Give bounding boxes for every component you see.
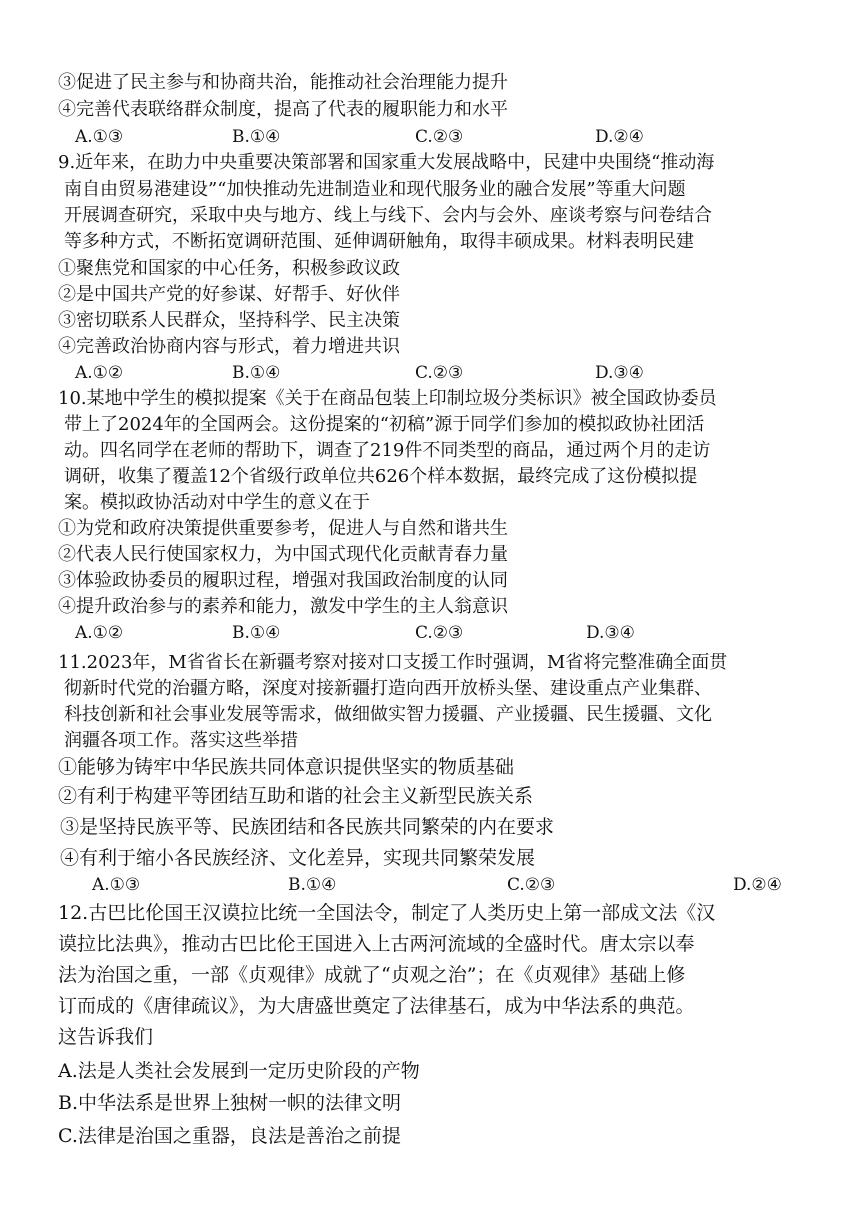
q8-options bbox=[75, 124, 775, 150]
q10-stem-line-1: 10.某地中学生的模拟提案《关于在商品包装上印制垃圾分类标识》被全国政协委员 bbox=[58, 388, 717, 409]
q11-item-1: ①能够为铸牢中华民族共同体意识提供坚实的物质基础 bbox=[58, 756, 515, 778]
q11-item-4: ④有利于缩小各民族经济、文化差异，实现共同繁荣发展 bbox=[60, 847, 536, 869]
q10-item-3: ③体验政协委员的履职过程，增强对我国政治制度的认同 bbox=[58, 570, 508, 591]
q9-option-b[interactable]: B.①④ bbox=[232, 363, 281, 383]
q12-stem-line-5: 这告诉我们 bbox=[58, 1026, 154, 1048]
q9-item-1: ①聚焦党和国家的中心任务，积极参政议政 bbox=[58, 258, 400, 279]
q11-stem-line-2: 彻新时代党的治疆方略，深度对接新疆打造向西开放桥头堡、建设重点产业集群、 bbox=[64, 678, 712, 699]
q10-stem-line-2: 带上了2024年的全国两会。这份提案的“初稿”源于同学们参加的模拟政协社团活 bbox=[64, 414, 705, 435]
q11-stem-line-3: 科技创新和社会事业发展等需求，做细做实智力援疆、产业援疆、民生援疆、文化 bbox=[64, 704, 712, 725]
q11-options bbox=[92, 872, 812, 898]
q9-option-c[interactable]: C.②③ bbox=[415, 363, 464, 383]
q12-stem-line-1: 12.古巴比伦国王汉谟拉比统一全国法令，制定了人类历史上第一部成文法《汉 bbox=[58, 902, 716, 924]
q11-option-d[interactable]: D.②④ bbox=[733, 875, 782, 895]
q12-stem-line-2: 谟拉比法典》，推动古巴比伦王国进入上古两河流域的全盛时代。唐太宗以奉 bbox=[58, 933, 695, 955]
q11-option-a[interactable]: A.①③ bbox=[92, 875, 141, 895]
q10-item-1: ①为党和政府决策提供重要参考，促进人与自然和谐共生 bbox=[58, 518, 508, 539]
q9-item-4: ④完善政治协商内容与形式，着力增进共识 bbox=[58, 336, 400, 357]
q10-item-4: ④提升政治参与的素养和能力，激发中学生的主人翁意识 bbox=[58, 596, 508, 617]
q12-option-c[interactable]: C.法律是治国之重器，良法是善治之前提 bbox=[58, 1125, 401, 1147]
q10-option-c[interactable]: C.②③ bbox=[415, 623, 464, 643]
q9-option-a[interactable]: A.①② bbox=[75, 363, 124, 383]
q8-option-d[interactable]: D.②④ bbox=[595, 127, 644, 147]
q10-item-2: ②代表人民行使国家权力，为中国式现代化贡献青春力量 bbox=[58, 544, 508, 565]
q9-options bbox=[75, 360, 775, 386]
q9-stem-line-1: 9.近年来，在助力中央重要决策部署和国家重大发展战略中，民建中央围绕“推动海 bbox=[58, 152, 715, 173]
q12-option-b[interactable]: B.中华法系是世界上独树一帜的法律文明 bbox=[58, 1092, 402, 1114]
q9-stem-line-3: 开展调查研究，采取中央与地方、线上与线下、会内与会外、座谈考察与问卷结合 bbox=[64, 205, 712, 226]
q10-stem-line-5: 案。模拟政协活动对中学生的意义在于 bbox=[64, 492, 370, 513]
q8-option-b[interactable]: B.①④ bbox=[232, 127, 281, 147]
q11-option-b[interactable]: B.①④ bbox=[288, 875, 337, 895]
q11-item-3: ③是坚持民族平等、民族团结和各民族共同繁荣的内在要求 bbox=[60, 816, 555, 838]
q8-item-3: ③促进了民主参与和协商共治，能推动社会治理能力提升 bbox=[58, 72, 508, 93]
q10-option-b[interactable]: B.①④ bbox=[232, 623, 281, 643]
q8-item-4: ④完善代表联络群众制度，提高了代表的履职能力和水平 bbox=[58, 99, 508, 120]
q9-stem-line-2: 南自由贸易港建设”“加快推动先进制造业和现代服务业的融合发展”等重大问题 bbox=[64, 179, 686, 200]
q9-item-2: ②是中国共产党的好参谋、好帮手、好伙伴 bbox=[58, 284, 400, 305]
q12-stem-line-3: 法为治国之重，一部《贞观律》成就了“贞观之治”；在《贞观律》基础上修 bbox=[58, 964, 686, 986]
q11-option-c[interactable]: C.②③ bbox=[507, 875, 556, 895]
q12-option-a[interactable]: A.法是人类社会发展到一定历史阶段的产物 bbox=[58, 1060, 420, 1082]
q9-option-d[interactable]: D.③④ bbox=[595, 363, 644, 383]
q8-option-c[interactable]: C.②③ bbox=[415, 127, 464, 147]
q10-options bbox=[75, 620, 775, 646]
q10-option-a[interactable]: A.①② bbox=[75, 623, 124, 643]
q11-stem-line-4: 润疆各项工作。落实这些举措 bbox=[64, 730, 298, 751]
q10-stem-line-4: 调研，收集了覆盖12个省级行政单位共626个样本数据，最终完成了这份模拟提 bbox=[64, 466, 698, 487]
q8-option-a[interactable]: A.①③ bbox=[75, 127, 124, 147]
q9-item-3: ③密切联系人民群众，坚持科学、民主决策 bbox=[58, 310, 400, 331]
q10-stem-line-3: 动。四名同学在老师的帮助下，调查了219件不同类型的商品，通过两个月的走访 bbox=[64, 440, 711, 461]
q11-stem-line-1: 11.2023年，M省省长在新疆考察对接对口支援工作时强调，M省将完整准确全面贯 bbox=[58, 652, 728, 673]
q10-option-d[interactable]: D.③④ bbox=[586, 623, 635, 643]
q9-stem-line-4: 等多种方式，不断拓宽调研范围、延伸调研触角，取得丰硕成果。材料表明民建 bbox=[64, 231, 694, 252]
q12-stem-line-4: 订而成的《唐律疏议》，为大唐盛世奠定了法律基石，成为中华法系的典范。 bbox=[58, 995, 695, 1017]
q11-item-2: ②有利于构建平等团结互助和谐的社会主义新型民族关系 bbox=[58, 785, 534, 807]
